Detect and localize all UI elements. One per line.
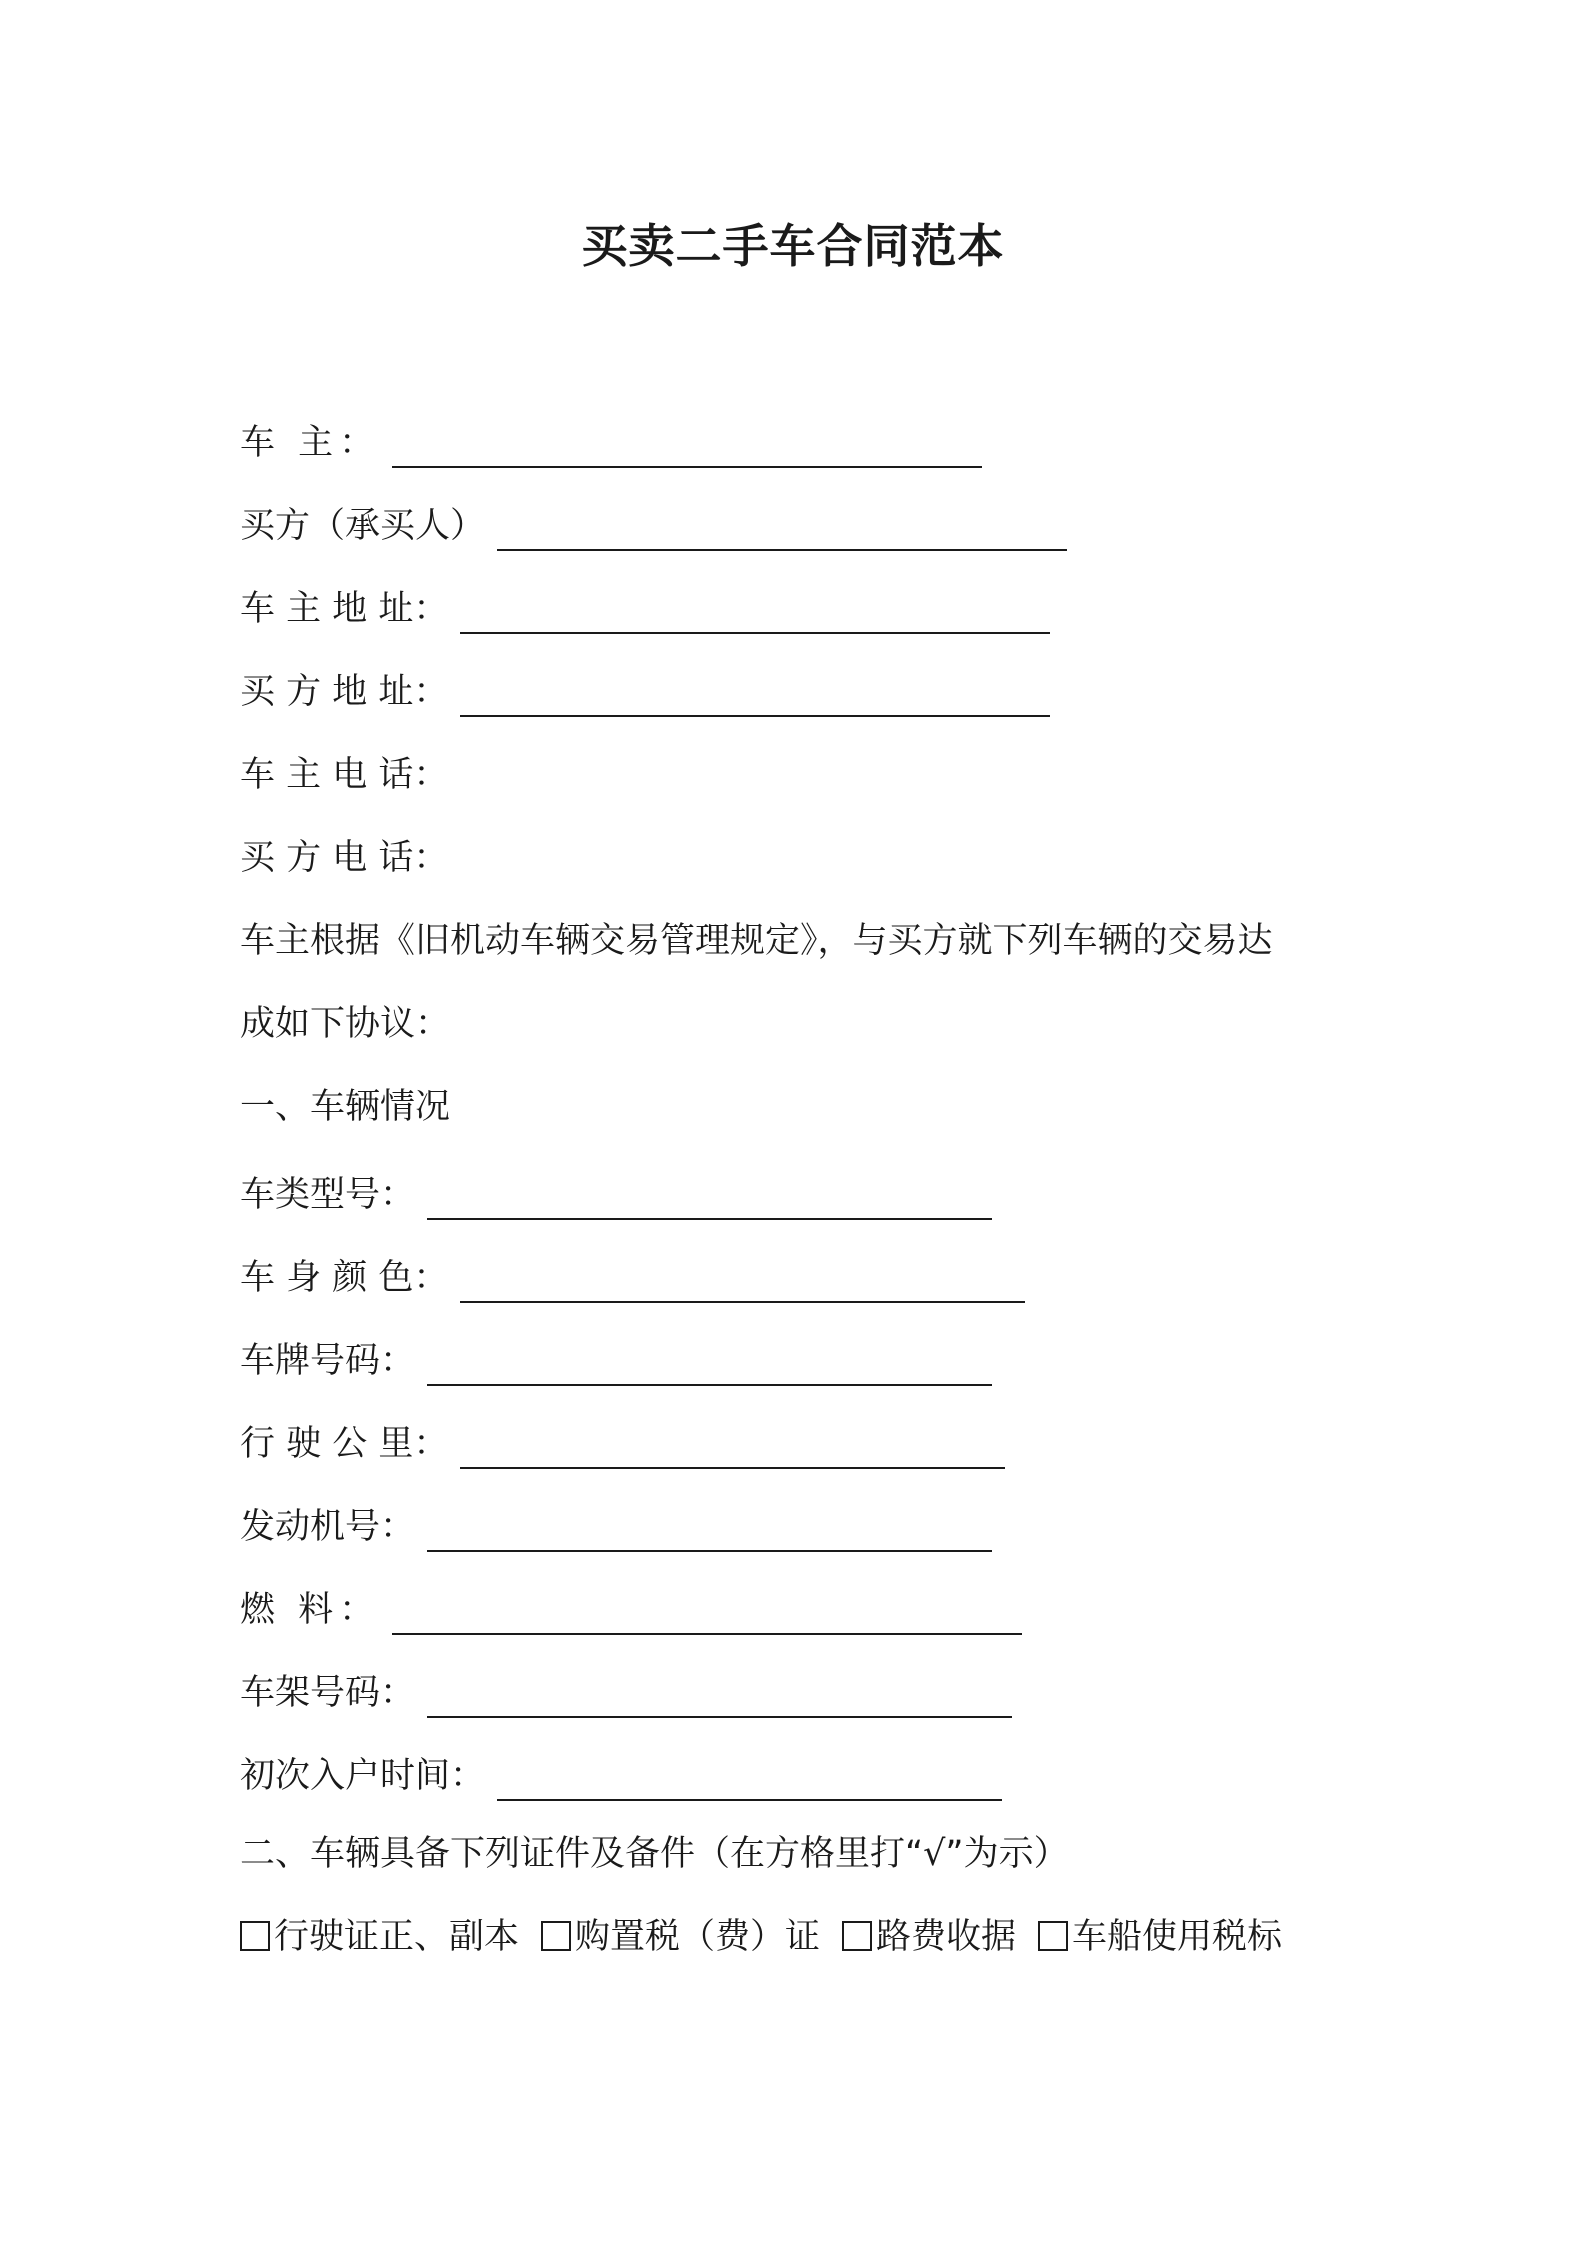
checklist-item-label: 行驶证正、副本 xyxy=(274,1917,520,1957)
document-title: 买卖二手车合同范本 xyxy=(581,219,1005,273)
vehicle-model-label: 车类型号： xyxy=(240,1175,416,1215)
engine-number-line xyxy=(240,1502,992,1552)
checklist-item xyxy=(240,1912,519,1962)
body-color-label: 车 身 颜 色： xyxy=(240,1258,449,1298)
intro-line-2: 成如下协议： xyxy=(240,1004,451,1044)
checklist-item xyxy=(842,1912,1016,1962)
buyer-phone-label: 买 方 电 话： xyxy=(240,838,449,878)
checkbox[interactable] xyxy=(541,1921,571,1951)
buyer-blank[interactable] xyxy=(497,509,1067,551)
owner-address-label: 车 主 地 址： xyxy=(240,589,449,629)
frame-number-label: 车架号码： xyxy=(240,1673,416,1713)
first-registration-label: 初次入户时间： xyxy=(240,1756,486,1796)
plate-number-blank[interactable] xyxy=(427,1344,992,1386)
intro-line-1: 车主根据《旧机动车辆交易管理规定》，与买方就下列车辆的交易达 xyxy=(240,921,1273,961)
frame-number-blank[interactable] xyxy=(427,1676,1012,1718)
mileage-blank[interactable] xyxy=(460,1427,1005,1469)
checkbox[interactable] xyxy=(240,1921,270,1951)
owner-address-blank[interactable] xyxy=(460,592,1050,634)
vehicle-model-blank[interactable] xyxy=(427,1178,992,1220)
buyer-phone-line xyxy=(240,833,448,883)
checklist-item xyxy=(541,1912,820,1962)
section1-heading: 一、车辆情况 xyxy=(240,1087,451,1127)
buyer-address-line xyxy=(240,667,1050,717)
buyer-line xyxy=(240,501,1067,551)
frame-number-line xyxy=(240,1668,1012,1718)
buyer-address-label: 买 方 地 址： xyxy=(240,672,449,712)
checkbox[interactable] xyxy=(1038,1921,1068,1951)
plate-number-label: 车牌号码： xyxy=(240,1341,416,1381)
owner-phone-label: 车 主 电 话： xyxy=(240,755,449,795)
owner-label: 车 主： xyxy=(240,423,381,463)
checklist-item xyxy=(1038,1912,1282,1962)
body-color-blank[interactable] xyxy=(460,1261,1025,1303)
checklist-item-label: 车船使用税标 xyxy=(1072,1917,1283,1957)
fuel-label: 燃 料： xyxy=(240,1590,381,1630)
checkbox[interactable] xyxy=(842,1921,872,1951)
owner-address-line xyxy=(240,584,1050,634)
owner-line xyxy=(240,418,982,468)
checklist-item-label: 路费收据 xyxy=(876,1917,1017,1957)
owner-phone-line xyxy=(240,750,448,800)
mileage-line xyxy=(240,1419,1005,1469)
fuel-blank[interactable] xyxy=(392,1593,1022,1635)
mileage-label: 行 驶 公 里： xyxy=(240,1424,449,1464)
section2-heading: 二、车辆具备下列证件及备件（在方格里打“√”为示） xyxy=(240,1834,1069,1874)
buyer-address-blank[interactable] xyxy=(460,675,1050,717)
buyer-label: 买方（承买人） xyxy=(240,506,486,546)
first-registration-line xyxy=(240,1751,1002,1801)
body-color-line xyxy=(240,1253,1025,1303)
owner-blank[interactable] xyxy=(392,426,982,468)
documents-checklist xyxy=(240,1912,1282,1962)
engine-number-label: 发动机号： xyxy=(240,1507,416,1547)
plate-number-line xyxy=(240,1336,992,1386)
vehicle-model-line xyxy=(240,1170,992,1220)
engine-number-blank[interactable] xyxy=(427,1510,992,1552)
fuel-line xyxy=(240,1585,1022,1635)
first-registration-blank[interactable] xyxy=(497,1759,1002,1801)
checklist-item-label: 购置税（费）证 xyxy=(575,1917,821,1957)
